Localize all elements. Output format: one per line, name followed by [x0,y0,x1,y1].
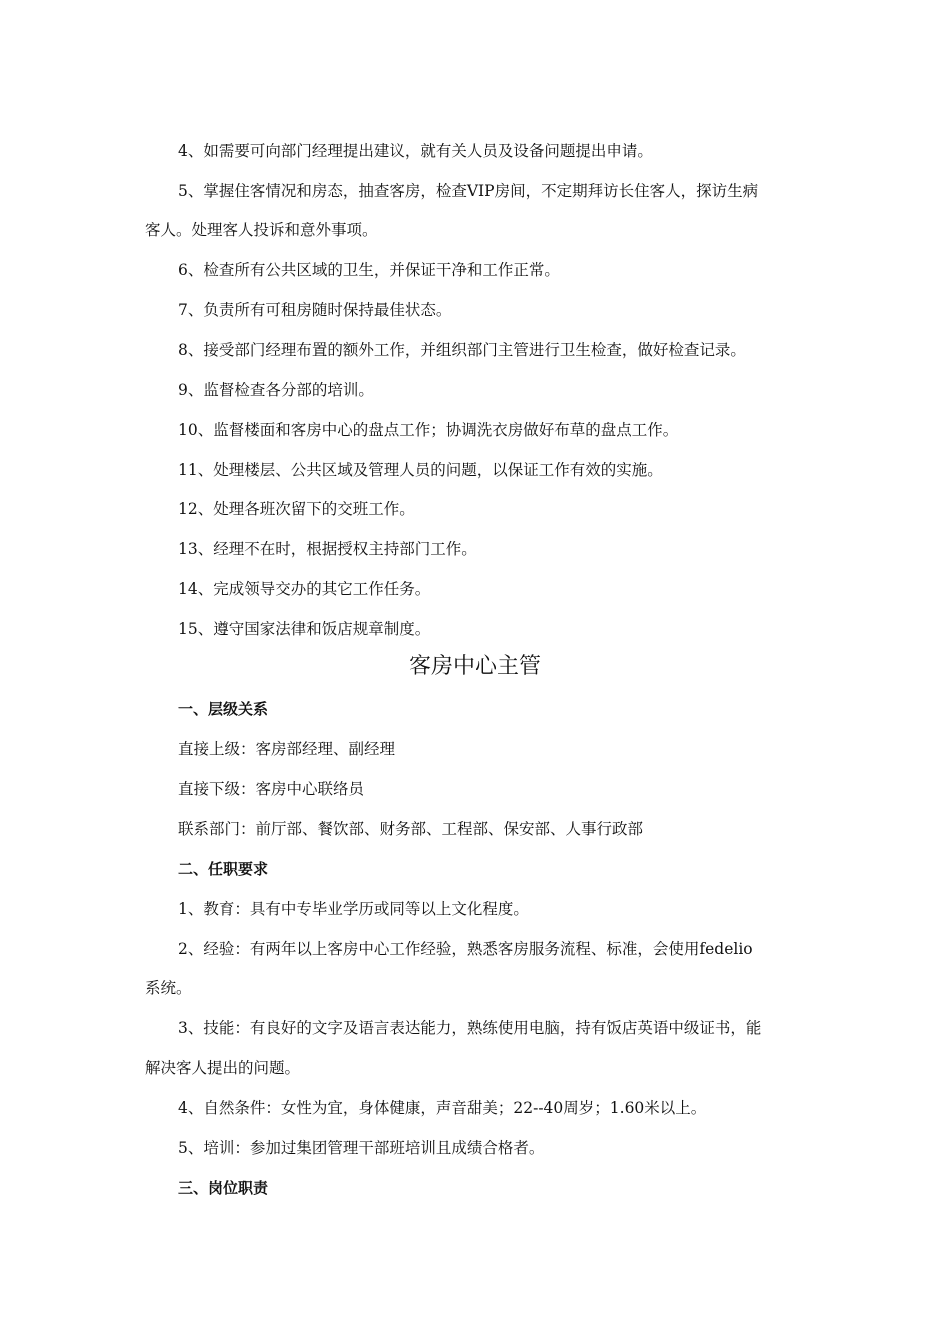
requirement-experience: 2、经验：有两年以上客房中心工作经验，熟悉客房服务流程、标准，会使用fedelio [178,940,753,958]
requirement-skills: 3、技能：有良好的文字及语言表达能力，熟练使用电脑，持有饭店英语中级证书，能 [178,1019,762,1037]
requirement-skills-continued: 解决客人提出的问题。 [145,1059,301,1077]
duty-item-4: 4、如需要可向部门经理提出建议，就有关人员及设备问题提出申请。 [178,142,653,160]
duty-item-6: 6、检查所有公共区域的卫生，并保证干净和工作正常。 [178,261,560,279]
direct-superior: 直接上级：客房部经理、副经理 [178,740,396,758]
section-title: 客房中心主管 [408,654,541,679]
duty-item-13: 13、经理不在时，根据授权主持部门工作。 [178,540,477,558]
duty-item-12: 12、处理各班次留下的交班工作。 [178,500,415,518]
related-departments: 联系部门：前厅部、餐饮部、财务部、工程部、保安部、人事行政部 [178,820,644,838]
requirement-experience-continued: 系统。 [145,979,192,997]
section-heading-hierarchy: 一、层级关系 [178,700,269,718]
duty-item-15: 15、遵守国家法律和饭店规章制度。 [178,620,431,638]
duty-item-5: 5、掌握住客情况和房态，抽查客房，检查VIP房间，不定期拜访长住客人，探访生病 [178,182,759,200]
requirement-training: 5、培训：参加过集团管理干部班培训且成绩合格者。 [178,1139,545,1157]
requirement-education: 1、教育：具有中专毕业学历或同等以上文化程度。 [178,900,529,918]
duty-item-9: 9、监督检查各分部的培训。 [178,381,374,399]
duty-item-11: 11、处理楼层、公共区域及管理人员的问题，以保证工作有效的实施。 [178,461,663,479]
section-heading-requirements: 二、任职要求 [178,860,269,878]
section-heading-duties: 三、岗位职责 [178,1179,269,1197]
duty-item-8: 8、接受部门经理布置的额外工作，并组织部门主管进行卫生检查，做好检查记录。 [178,341,746,359]
direct-subordinate: 直接下级：客房中心联络员 [178,780,365,798]
requirement-physical: 4、自然条件：女性为宜，身体健康，声音甜美；22--40周岁；1.60米以上。 [178,1099,707,1117]
duty-item-5-continued: 客人。处理客人投诉和意外事项。 [145,221,378,239]
duty-item-10: 10、监督楼面和客房中心的盘点工作；协调洗衣房做好布草的盘点工作。 [178,421,679,439]
duty-item-14: 14、完成领导交办的其它工作任务。 [178,580,431,598]
duty-item-7: 7、负责所有可租房随时保持最佳状态。 [178,301,452,319]
